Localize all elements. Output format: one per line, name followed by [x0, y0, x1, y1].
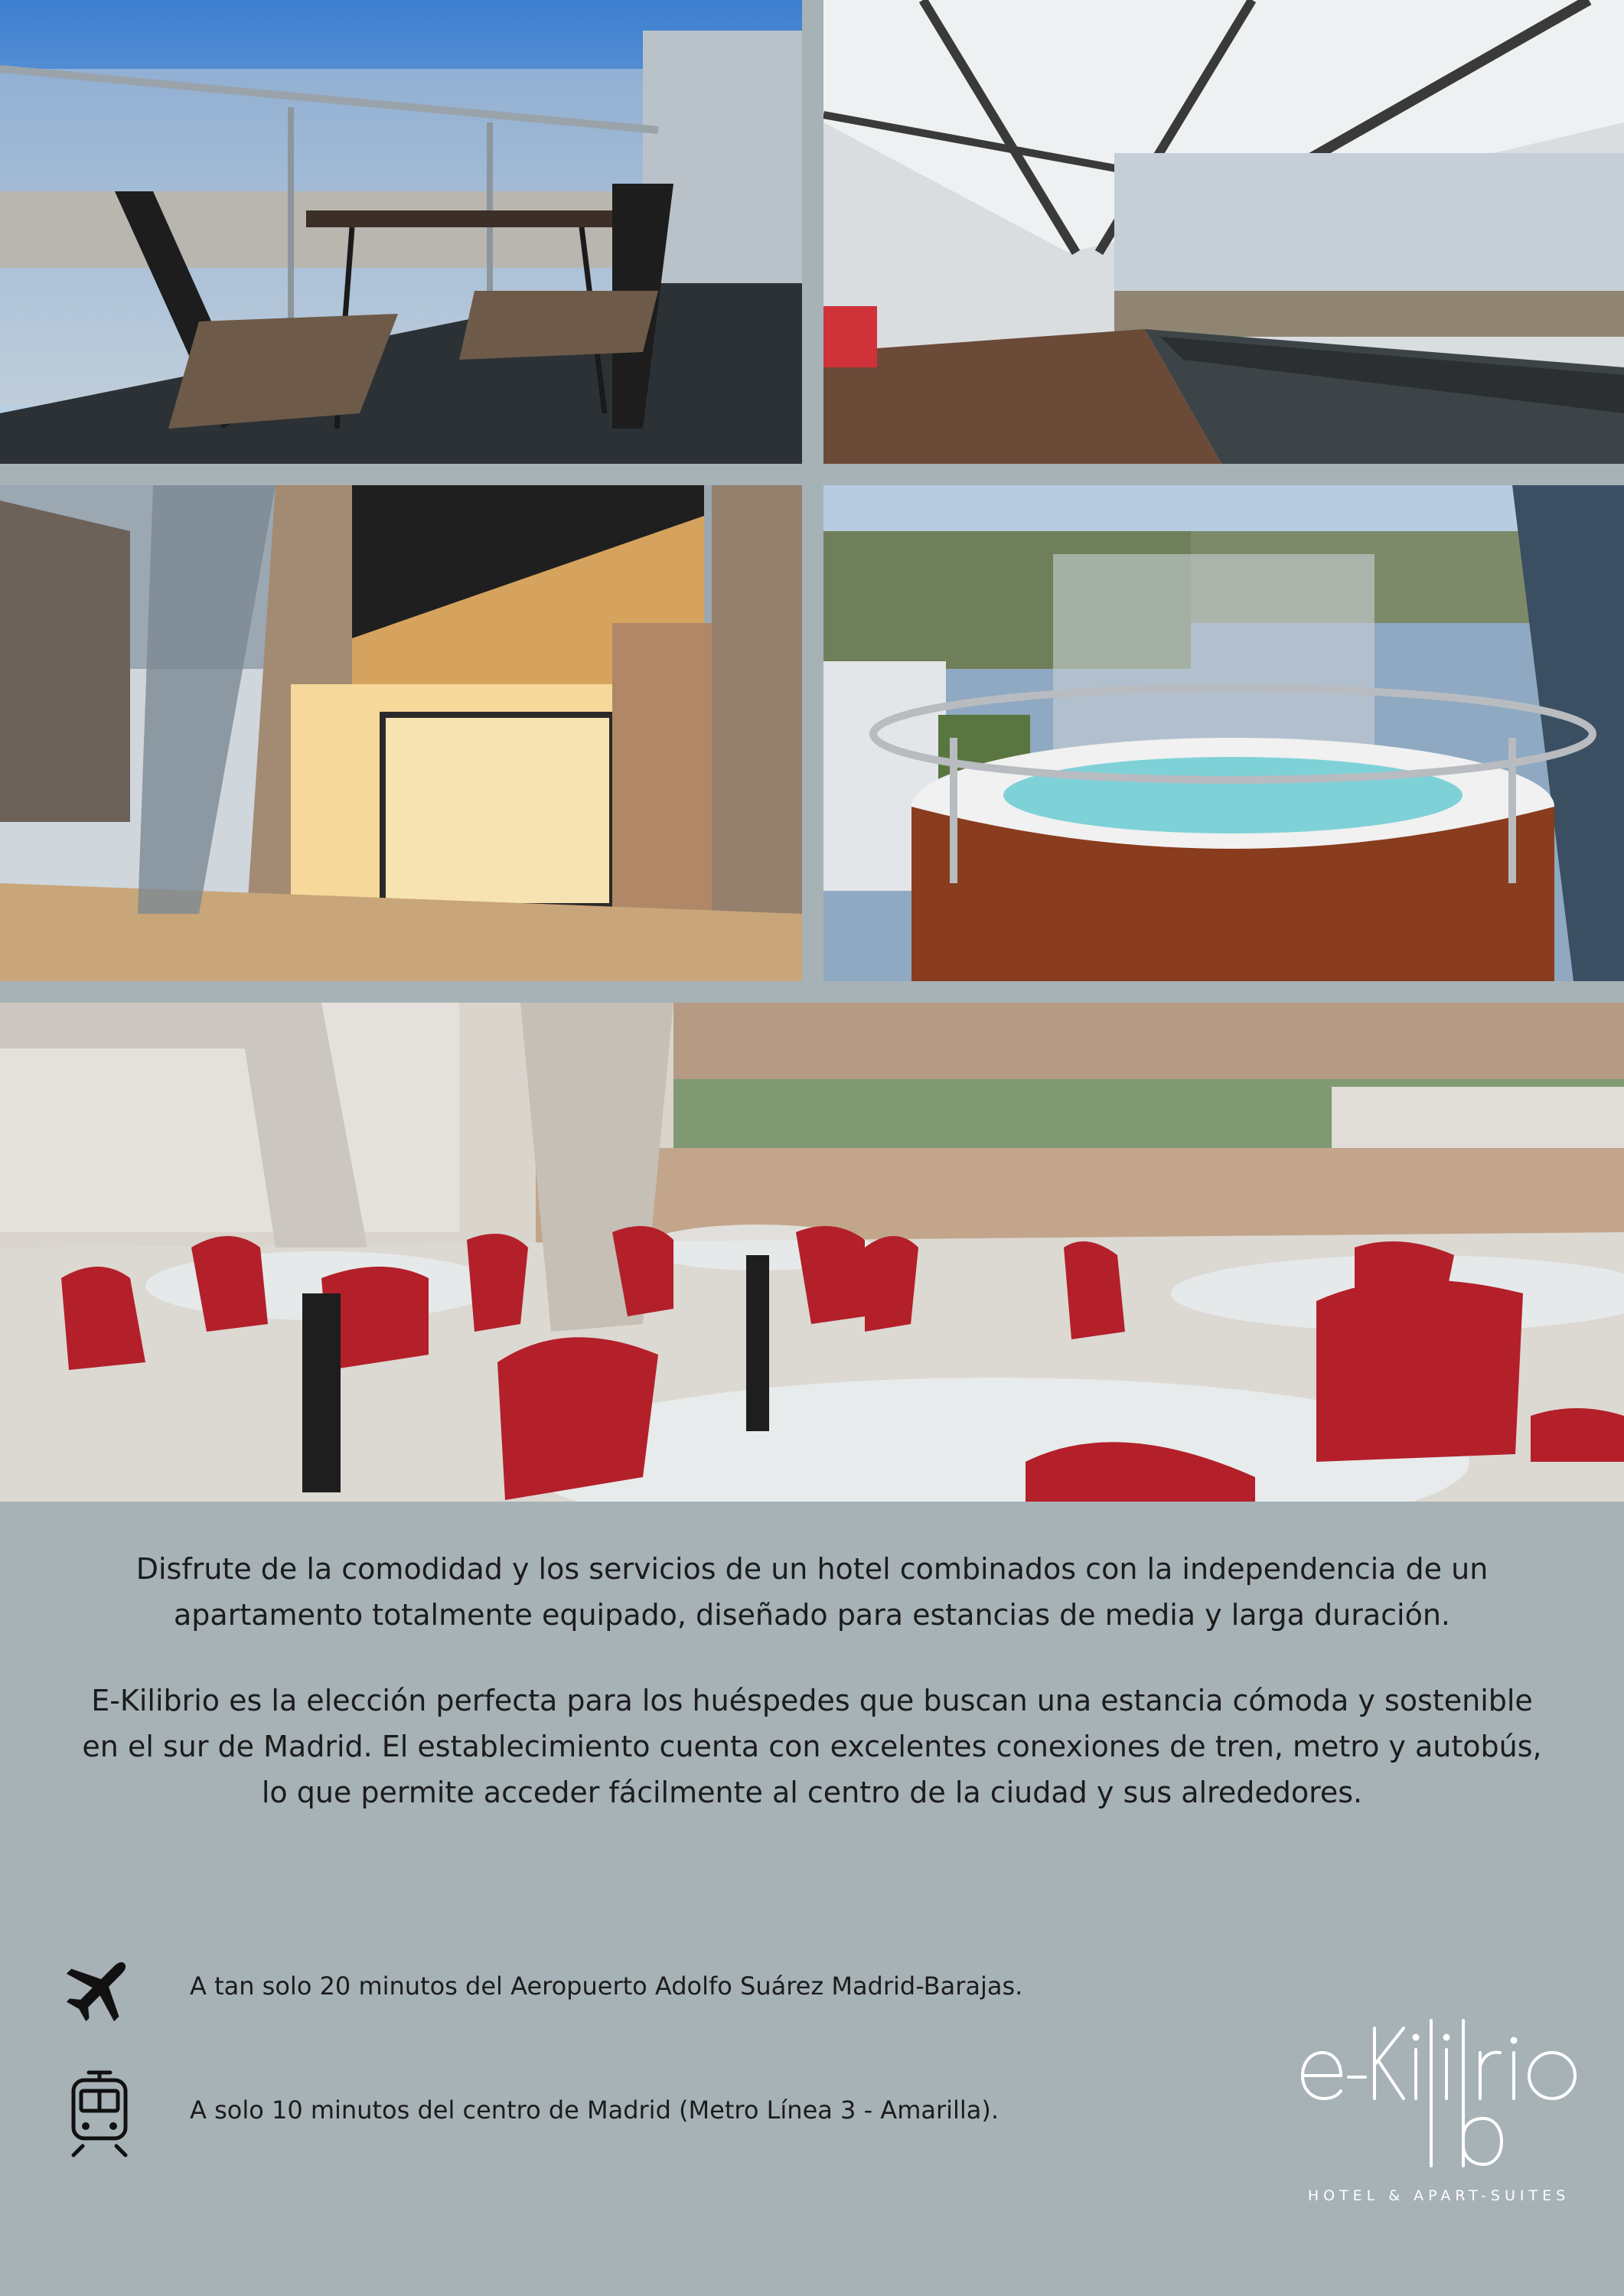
location-paragraph: E-Kilibrio es la elección perfecta para los huéspedes que buscan una estancia cómoda y sostenible en el sur de Madrid. El establecimiento cuenta con excelentes conexiones de tren, metro y autobús, lo que permite acceder fácilmente al centro de la ciudad y sus alrededores. — [82, 1684, 1542, 1809]
photo-outdoor-jacuzzi — [823, 485, 1624, 981]
logo-tagline: HOTEL & APART-SUITES — [1307, 2187, 1570, 2204]
feature-metro — [61, 2066, 1133, 2158]
intro-paragraph: Disfrute de la comodidad y los servicios de un hotel combinados con la independencia de un apartamento totalmente equipado, diseñado para estancias de media y larga duración. — [135, 1552, 1489, 1632]
photo-patio-red-chairs — [0, 1003, 1624, 1502]
train-icon — [61, 2066, 138, 2158]
feature-airport — [61, 1942, 1133, 2034]
photo-terrace-balcony — [0, 0, 802, 464]
feature-airport-text: A tan solo 20 minutos del Aeropuerto Adolfo Suárez Madrid-Barajas. — [190, 1971, 1023, 2001]
photo-covered-pool — [823, 0, 1624, 464]
photo-lobby-entrance — [0, 485, 802, 981]
hotel-logo — [1293, 2005, 1584, 2212]
airplane-icon — [61, 1942, 138, 2034]
feature-metro-text: A solo 10 minutos del centro de Madrid (Metro Línea 3 - Amarilla). — [190, 2095, 1000, 2125]
